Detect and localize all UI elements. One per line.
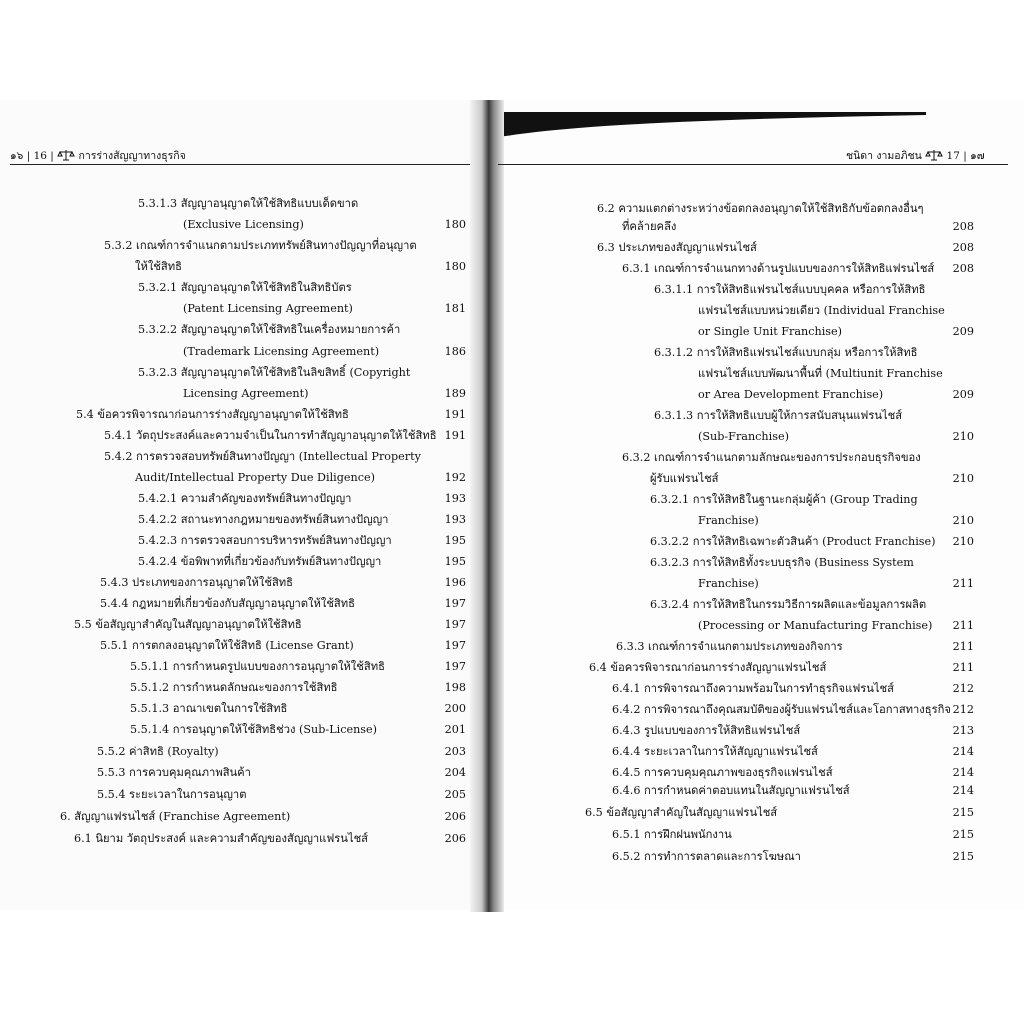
- left-header: ๑๖ | 16 | การร่างสัญญาทางธุรกิจ: [10, 150, 186, 162]
- toc-page: 206: [444, 810, 466, 823]
- toc-entry: 6.3.2.4 การให้สิทธิในกรรมวิธีการผลิตและข้อมูลการผลิต: [650, 598, 927, 611]
- toc-entry: Audit/Intellectual Property Due Diligence): [135, 471, 375, 484]
- toc-entry: 5.5.1.4 การอนุญาตให้ใช้สิทธิช่วง (Sub-License): [130, 723, 378, 736]
- toc-entry: 6.3 ประเภทของสัญญาแฟรนไชส์: [597, 241, 757, 254]
- toc-page: 210: [952, 535, 974, 548]
- toc-page: 186: [444, 345, 466, 358]
- toc-entry: Franchise): [698, 577, 759, 590]
- toc-entry: 6.3.2 เกณฑ์การจำแนกตามลักษณะของการประกอบธุรกิจของ: [622, 451, 921, 464]
- toc-entry: 5.5.4 ระยะเวลาในการอนุญาต: [97, 788, 247, 801]
- toc-entry: 5.5.1.3 อาณาเขตในการใช้สิทธิ: [130, 702, 288, 715]
- toc-page: 211: [952, 577, 974, 590]
- book-title: การร่างสัญญาทางธุรกิจ: [78, 150, 186, 162]
- toc-entry: 6.3.2.2 การให้สิทธิเฉพาะตัวสินค้า (Product Franchise): [650, 535, 936, 548]
- right-page-number-thai: ๑๗: [970, 150, 985, 162]
- toc-page: 203: [444, 745, 466, 758]
- toc-entry: Franchise): [698, 514, 759, 527]
- toc-page: 212: [952, 682, 974, 695]
- book-spine: [470, 100, 504, 912]
- toc-entry: or Single Unit Franchise): [698, 325, 843, 338]
- toc-page: 181: [444, 302, 466, 315]
- toc-entry: 6.3.2.3 การให้สิทธิทั้งระบบธุรกิจ (Business System: [650, 556, 914, 569]
- toc-page: 215: [952, 850, 974, 863]
- author-name: ชนิดา งามอภิชน: [846, 150, 922, 162]
- toc-entry: 6.5.2 การทำการตลาดและการโฆษณา: [612, 850, 801, 863]
- toc-page: 215: [952, 806, 974, 819]
- right-header: ชนิดา งามอภิชน 17 | ๑๗: [846, 150, 985, 162]
- toc-entry: 6.3.1 เกณฑ์การจำแนกทางด้านรูปแบบของการให้สิทธิแฟรนไชส์: [622, 262, 935, 275]
- toc-page: 208: [952, 262, 974, 275]
- toc-page: 215: [952, 828, 974, 841]
- toc-page: 180: [444, 260, 466, 273]
- toc-entry: 5.5 ข้อสัญญาสำคัญในสัญญาอนุญาตให้ใช้สิทธิ: [74, 618, 302, 631]
- toc-entry: 5.5.2 ค่าสิทธิ (Royalty): [97, 745, 219, 758]
- toc-entry: (Processing or Manufacturing Franchise): [698, 619, 933, 632]
- toc-entry: ให้ใช้สิทธิ: [135, 260, 182, 273]
- toc-entry: 5.4.2.1 ความสำคัญของทรัพย์สินทางปัญญา: [138, 492, 352, 505]
- toc-entry: 6.5.1 การฝึกฝนพนักงาน: [612, 828, 732, 841]
- toc-page: 211: [952, 640, 974, 653]
- toc-entry: Licensing Agreement): [183, 387, 309, 400]
- toc-entry: 5.4.1 วัตถุประสงค์และความจำเป็นในการทำสัญญาอนุญาตให้ใช้สิทธิ: [104, 429, 437, 442]
- toc-entry: 5.3.2.1 สัญญาอนุญาตให้ใช้สิทธิในสิทธิบัตร: [138, 281, 352, 294]
- toc-entry: 6. สัญญาแฟรนไชส์ (Franchise Agreement): [60, 810, 291, 823]
- toc-page: 195: [444, 555, 466, 568]
- toc-entry: 5.3.2 เกณฑ์การจำแนกตามประเภททรัพย์สินทางปัญญาที่อนุญาต: [104, 239, 417, 252]
- toc-page: 214: [952, 766, 974, 779]
- toc-entry: (Patent Licensing Agreement): [183, 302, 353, 315]
- toc-entry: 6.3.1.3 การให้สิทธิแบบผู้ให้การสนับสนุนแฟรนไชส์: [654, 409, 903, 422]
- toc-entry: 6.3.1.1 การให้สิทธิแฟรนไชส์แบบบุคคล หรือการให้สิทธิ: [654, 283, 926, 296]
- toc-entry: 5.3.1.3 สัญญาอนุญาตให้ใช้สิทธิแบบเด็ดขาด: [138, 197, 359, 210]
- toc-page: 193: [444, 513, 466, 526]
- toc-page: 204: [444, 766, 466, 779]
- toc-entry: (Trademark Licensing Agreement): [183, 345, 380, 358]
- toc-entry: 5.4.2.4 ข้อพิพาทที่เกี่ยวข้องกับทรัพย์สินทางปัญญา: [138, 555, 382, 568]
- toc-entry: 5.5.1.2 การกำหนดลักษณะของการใช้สิทธิ: [130, 681, 338, 694]
- right-page-number: 17: [946, 150, 960, 162]
- left-header-rule: [10, 164, 470, 165]
- toc-page: 210: [952, 472, 974, 485]
- page-curl-shadow: [476, 112, 926, 138]
- toc-page: 200: [444, 702, 466, 715]
- toc-page: 206: [444, 832, 466, 845]
- toc-page: 209: [952, 325, 974, 338]
- toc-page: 197: [444, 618, 466, 631]
- toc-entry: 6.4.4 ระยะเวลาในการให้สัญญาแฟรนไชส์: [612, 745, 818, 758]
- toc-entry: 5.4.2.2 สถานะทางกฎหมายของทรัพย์สินทางปัญญา: [138, 513, 389, 526]
- toc-entry: 6.1 นิยาม วัตถุประสงค์ และความสำคัญของสัญญาแฟรนไชส์: [74, 832, 368, 845]
- toc-page: 197: [444, 597, 466, 610]
- toc-entry: 5.3.2.2 สัญญาอนุญาตให้ใช้สิทธิในเครื่องหมายการค้า: [138, 323, 401, 336]
- toc-page: 214: [952, 745, 974, 758]
- toc-entry: 6.4.2 การพิจารณาถึงคุณสมบัติของผู้รับแฟรนไชส์และโอกาสทางธุรกิจ: [612, 703, 951, 716]
- toc-entry: 5.4 ข้อควรพิจารณาก่อนการร่างสัญญาอนุญาตให้ใช้สิทธิ: [76, 408, 349, 421]
- toc-page: 213: [952, 724, 974, 737]
- toc-entry: 5.4.4 กฎหมายที่เกี่ยวข้องกับสัญญาอนุญาตให้ใช้สิทธิ: [100, 597, 355, 610]
- toc-entry: 6.5 ข้อสัญญาสำคัญในสัญญาแฟรนไชส์: [585, 806, 778, 819]
- toc-entry: 5.5.1.1 การกำหนดรูปแบบของการอนุญาตให้ใช้สิทธิ: [130, 660, 385, 673]
- toc-entry: 6.2 ความแตกต่างระหว่างข้อตกลงอนุญาตให้ใช้สิทธิกับข้อตกลงอื่นๆ: [597, 202, 924, 215]
- toc-page: 193: [444, 492, 466, 505]
- toc-page: 189: [444, 387, 466, 400]
- toc-entry: 5.4.3 ประเภทของการอนุญาตให้ใช้สิทธิ: [100, 576, 293, 589]
- toc-page: 195: [444, 534, 466, 547]
- toc-entry: 6.3.3 เกณฑ์การจำแนกตามประเภทของกิจการ: [616, 640, 843, 653]
- toc-entry: ที่คล้ายคลึง: [622, 220, 677, 233]
- toc-page: 211: [952, 619, 974, 632]
- toc-entry: 6.4.6 การกำหนดค่าตอบแทนในสัญญาแฟรนไชส์: [612, 784, 850, 797]
- toc-entry: 6.4.1 การพิจารณาถึงความพร้อมในการทำธุรกิจแฟรนไชส์: [612, 682, 894, 695]
- toc-page: 197: [444, 660, 466, 673]
- toc-page: 197: [444, 639, 466, 652]
- toc-entry: 6.3.2.1 การให้สิทธิในฐานะกลุ่มผู้ค้า (Group Trading: [650, 493, 918, 506]
- left-page-number-thai: ๑๖: [10, 150, 24, 162]
- toc-entry: 5.3.2.3 สัญญาอนุญาตให้ใช้สิทธิในลิขสิทธิ์ (Copyright: [138, 366, 411, 379]
- toc-entry: 5.5.1 การตกลงอนุญาตให้ใช้สิทธิ (License Grant): [100, 639, 354, 652]
- toc-entry: (Sub-Franchise): [698, 430, 789, 443]
- scales-of-justice-icon: [925, 149, 943, 164]
- toc-page: 201: [444, 723, 466, 736]
- toc-entry: แฟรนไชส์แบบหน่วยเดียว (Individual Franchise: [698, 304, 945, 317]
- toc-entry: แฟรนไชส์แบบพัฒนาพื้นที่ (Multiunit Franchise: [698, 367, 943, 380]
- toc-page: 212: [952, 703, 974, 716]
- toc-page: 210: [952, 514, 974, 527]
- toc-entry: or Area Development Franchise): [698, 388, 884, 401]
- toc-page: 214: [952, 784, 974, 797]
- toc-entry: 6.4 ข้อควรพิจารณาก่อนการร่างสัญญาแฟรนไชส์: [589, 661, 827, 674]
- toc-page: 198: [444, 681, 466, 694]
- toc-page: 196: [444, 576, 466, 589]
- toc-entry: 6.4.5 การควบคุมคุณภาพของธุรกิจแฟรนไชส์: [612, 766, 833, 779]
- toc-page: 192: [444, 471, 466, 484]
- toc-page: 211: [952, 661, 974, 674]
- right-header-rule: [498, 164, 1008, 165]
- toc-page: 208: [952, 220, 974, 233]
- toc-entry: 5.5.3 การควบคุมคุณภาพสินค้า: [97, 766, 251, 779]
- toc-page: 180: [444, 218, 466, 231]
- scales-of-justice-icon: [57, 149, 75, 164]
- toc-entry: ผู้รับแฟรนไชส์: [650, 472, 719, 485]
- toc-entry: 5.4.2.3 การตรวจสอบการบริหารทรัพย์สินทางปัญญา: [138, 534, 392, 547]
- toc-entry: 6.3.1.2 การให้สิทธิแฟรนไชส์แบบกลุ่ม หรือการให้สิทธิ: [654, 346, 918, 359]
- toc-page: 209: [952, 388, 974, 401]
- toc-page: 208: [952, 241, 974, 254]
- toc-page: 205: [444, 788, 466, 801]
- toc-entry: (Exclusive Licensing): [183, 218, 304, 231]
- toc-page: 191: [444, 429, 466, 442]
- toc-page: 191: [444, 408, 466, 421]
- toc-page: 210: [952, 430, 974, 443]
- toc-entry: 6.4.3 รูปแบบของการให้สิทธิแฟรนไชส์: [612, 724, 801, 737]
- left-page-number: 16: [33, 150, 47, 162]
- toc-entry: 5.4.2 การตรวจสอบทรัพย์สินทางปัญญา (Intellectual Property: [104, 450, 421, 463]
